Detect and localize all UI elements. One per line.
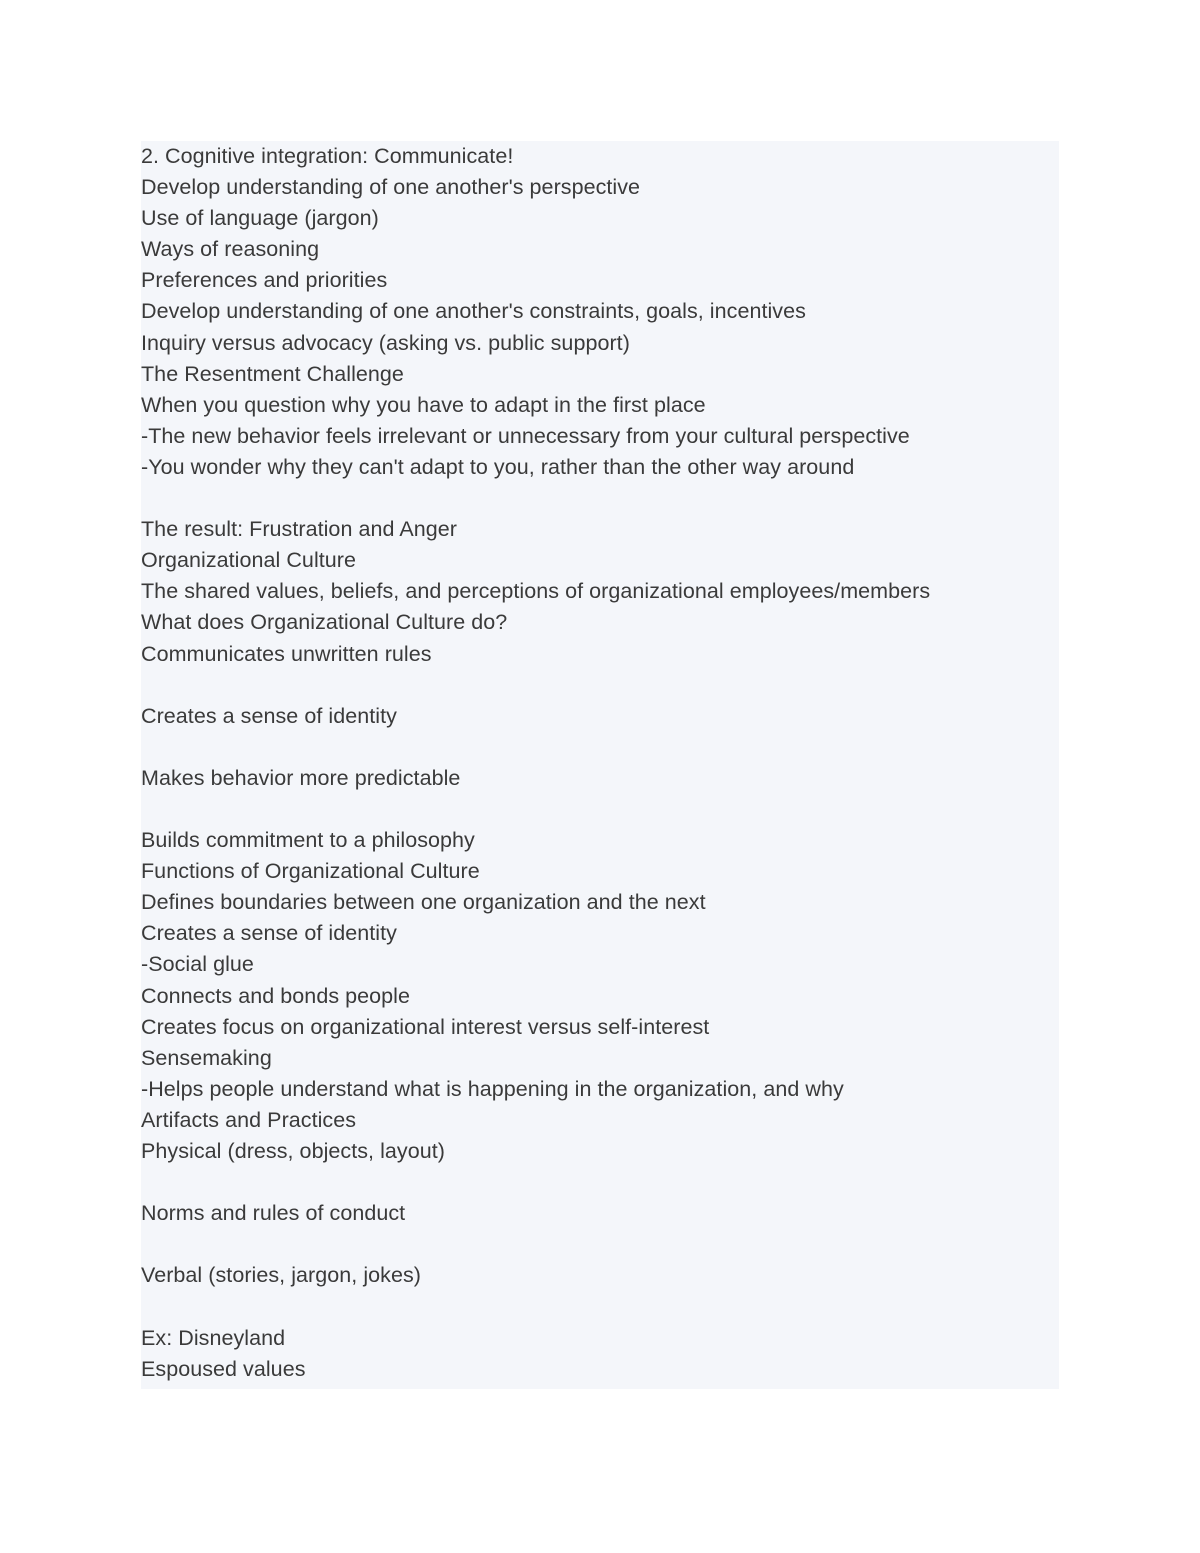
blank-line xyxy=(141,670,930,701)
document-text-block xyxy=(141,141,1059,1389)
text-line: -Social glue xyxy=(141,952,254,977)
text-line: Creates a sense of identity xyxy=(141,703,397,728)
blank-line xyxy=(141,483,930,514)
text-line: Develop understanding of one another's constraints, goals, incentives xyxy=(141,299,806,324)
text-line: Builds commitment to a philosophy xyxy=(141,828,475,853)
blank-line xyxy=(141,1291,930,1322)
text-line: Inquiry versus advocacy (asking vs. public support) xyxy=(141,330,630,355)
text-lines xyxy=(141,141,930,1385)
text-line: What does Organizational Culture do? xyxy=(141,610,508,635)
text-line: Norms and rules of conduct xyxy=(141,1201,406,1226)
text-line: -You wonder why they can't adapt to you, rather than the other way around xyxy=(141,454,855,479)
text-line: Preferences and priorities xyxy=(141,268,388,293)
blank-line xyxy=(141,1229,930,1260)
text-line: Artifacts and Practices xyxy=(141,1107,357,1132)
text-line: Creates a sense of identity xyxy=(141,921,397,946)
text-line: When you question why you have to adapt in the first place xyxy=(141,392,706,417)
text-line: Espoused values xyxy=(141,1356,306,1381)
text-line: The result: Frustration and Anger xyxy=(141,517,457,542)
text-line: The Resentment Challenge xyxy=(141,361,404,386)
text-line: Develop understanding of one another's perspective xyxy=(141,175,641,200)
text-line: 2. Cognitive integration: Communicate! xyxy=(141,144,514,168)
text-line: Sensemaking xyxy=(141,1045,272,1070)
text-line: Verbal (stories, jargon, jokes) xyxy=(141,1263,421,1288)
text-line: Creates focus on organizational interest versus self-interest xyxy=(141,1014,710,1039)
blank-line xyxy=(141,1167,930,1198)
blank-line xyxy=(141,732,930,763)
text-line: Connects and bonds people xyxy=(141,983,411,1008)
text-line: Use of language (jargon) xyxy=(141,206,379,231)
text-line: -The new behavior feels irrelevant or unnecessary from your cultural perspective xyxy=(141,423,910,448)
blank-line xyxy=(141,794,930,825)
text-line: Organizational Culture xyxy=(141,548,357,573)
text-line: The shared values, beliefs, and perceptions of organizational employees/members xyxy=(141,579,931,604)
text-line: -Helps people understand what is happening in the organization, and why xyxy=(141,1076,844,1101)
text-line: Ways of reasoning xyxy=(141,237,320,262)
text-line: Ex: Disneyland xyxy=(141,1325,286,1350)
text-line: Functions of Organizational Culture xyxy=(141,859,480,884)
text-line: Physical (dress, objects, layout) xyxy=(141,1139,445,1163)
text-line: Defines boundaries between one organization and the next xyxy=(141,890,706,915)
text-line: Makes behavior more predictable xyxy=(141,765,461,790)
text-line: Communicates unwritten rules xyxy=(141,641,432,666)
